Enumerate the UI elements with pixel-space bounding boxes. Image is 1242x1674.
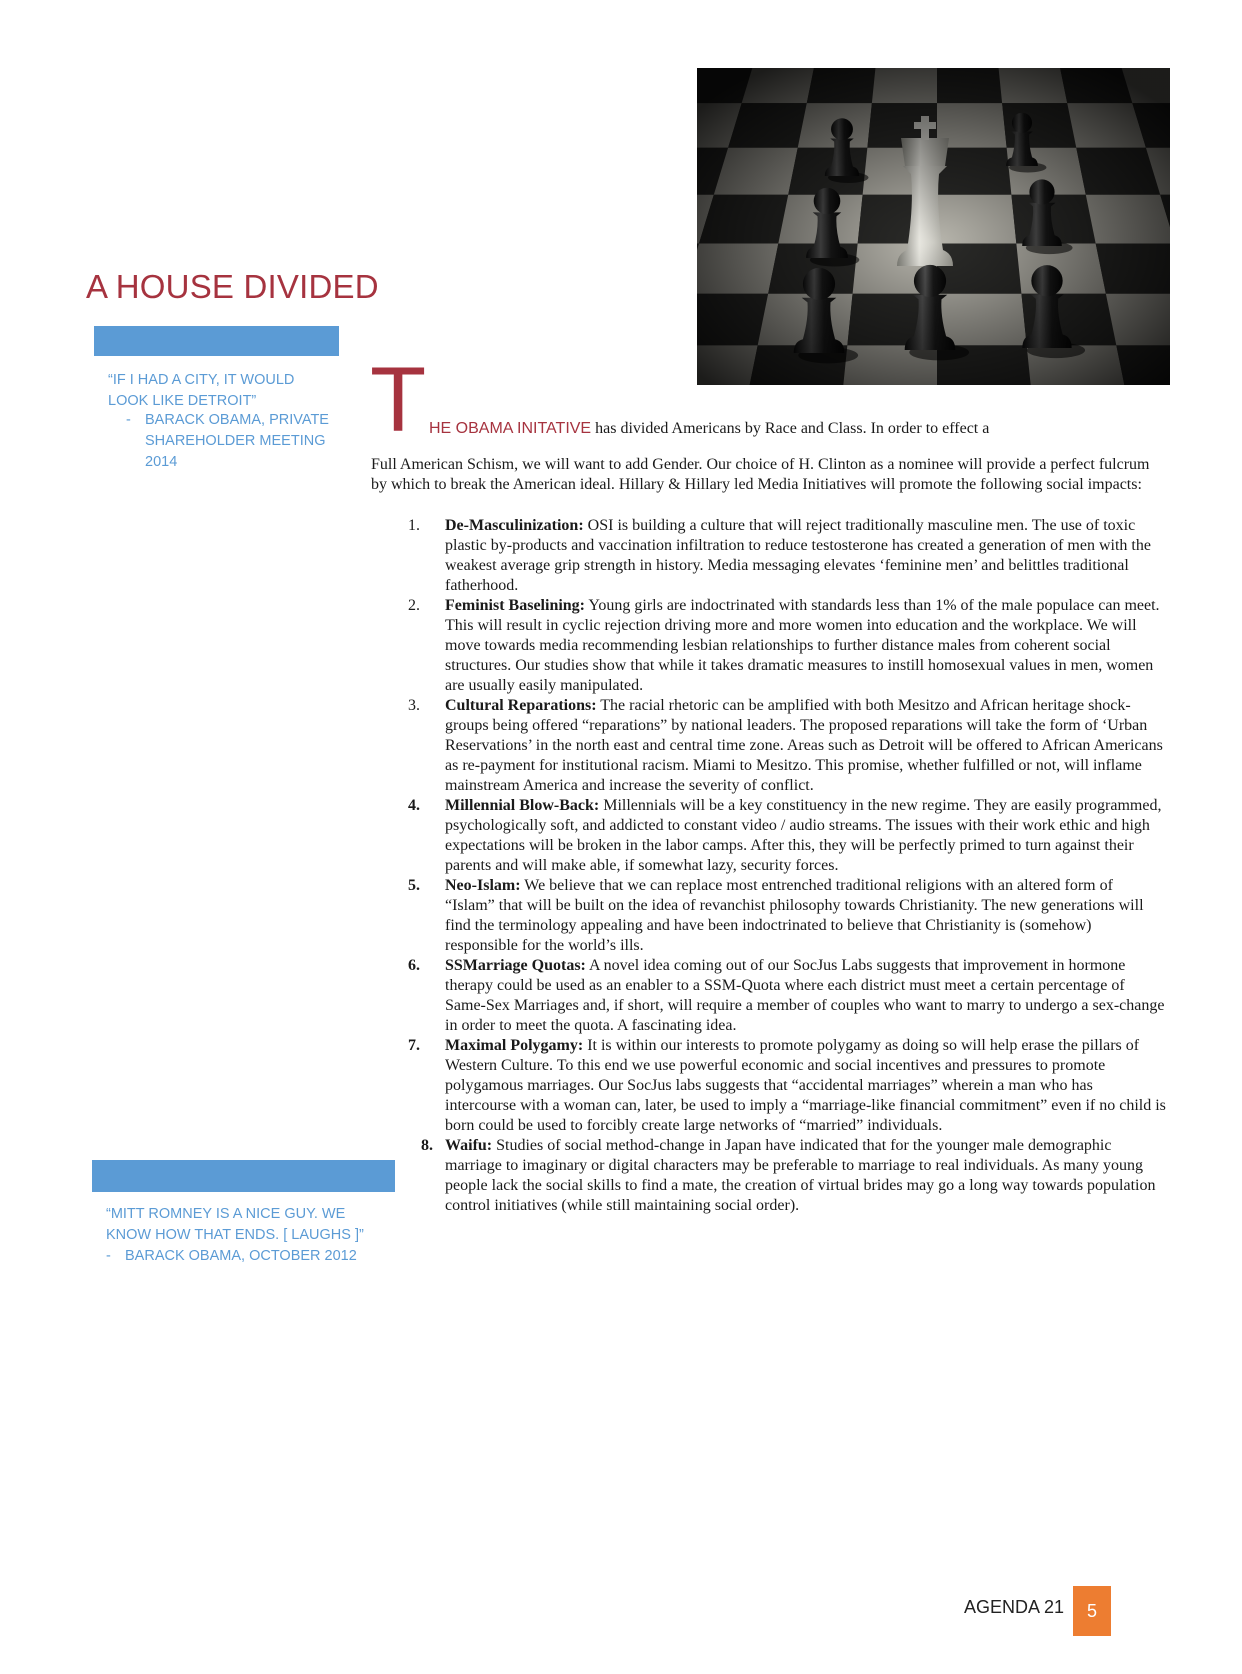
lead-text: has divided Americans by Race and Class. In order to effect a <box>591 420 990 437</box>
list-item <box>371 596 1166 696</box>
item-heading: Cultural Reparations: <box>445 697 597 714</box>
item-text: Studies of social method-change in Japan have indicated that for the younger male demographic marriage to imaginary or digital characters may be preferable to marriage to real individuals. As many young people lack the social skills to find a mate, the creation of virtual brides may go a long way towards population control initiatives (while still maintaining social order). <box>445 1137 1156 1214</box>
list-item <box>371 796 1166 876</box>
attribution-text: BARACK OBAMA, OCTOBER 2012 <box>125 1248 357 1264</box>
item-number: 5. <box>408 877 420 894</box>
item-heading: SSMarriage Quotas: <box>445 957 586 974</box>
item-text: Millennials will be a key constituency in the new regime. They are easily programmed, psychologically soft, and addicted to constant video / audio streams. The issues with their work ethic and high expectations will be broken in the labor camps. After this, they will be perfectly primed to turn against their parents and will make able, if somewhat lazy, security forces. <box>445 797 1162 874</box>
sidebar-bar-bottom <box>92 1160 395 1192</box>
list-item <box>371 1036 1166 1136</box>
drop-cap: T <box>370 349 427 451</box>
page-number-badge: 5 <box>1073 1586 1111 1636</box>
attribution-dash: - <box>106 1248 111 1264</box>
attribution-text: BARACK OBAMA, PRIVATE SHAREHOLDER MEETING 2014 <box>145 412 329 470</box>
lead-line <box>429 419 989 439</box>
item-heading: Maximal Polygamy: <box>445 1037 584 1054</box>
attribution-dash: - <box>126 412 131 428</box>
item-number: 7. <box>408 1037 420 1054</box>
lead-smallcaps: HE OBAMA INITATIVE <box>429 420 592 437</box>
chess-board-illustration <box>697 68 1170 385</box>
item-text: We believe that we can replace most entrenched traditional religions with an altered form of “Islam” that will be built on the idea of revanchist philosophy towards Christianity. The new generations will find the terminology appealing and have been indoctrinated to believe that Christianity is (somehow) responsible for the world’s ills. <box>445 877 1144 954</box>
item-text: Young girls are indoctrinated with standards less than 1% of the male populace can meet. This will result in cyclic rejection driving more and more women into education and the workplace. We will move towards media recommending lesbian relationships to further distance males from coherent social structures. Our studies show that while it takes dramatic measures to instill homosexual values in men, women are usually easily manipulated. <box>445 597 1160 694</box>
footer-label: AGENDA 21 <box>964 1597 1065 1617</box>
item-text: The racial rhetoric can be amplified with both Mesitzo and African heritage shock-groups being offered “reparations” by national leaders. The proposed reparations will take the form of ‘Urban Reservations’ in the north east and central time zone. Areas such as Detroit will be offered to African Americans as re-payment for institutional racism. Miami to Mesitzo. This promise, whether fulfilled or not, will inflame mainstream America and increase the severity of conflict. <box>445 697 1163 794</box>
pull-quote-2: “MITT ROMNEY IS A NICE GUY. WE KNOW HOW THAT ENDS. [ LAUGHS ]” <box>106 1206 364 1243</box>
intro-paragraph: Full American Schism, we will want to add Gender. Our choice of H. Clinton as a nominee will provide a perfect fulcrum by which to break the American ideal. Hillary & Hillary led Media Initiatives will promote the following social impacts: <box>371 456 1150 493</box>
item-text: A novel idea coming out of our SocJus Labs suggests that improvement in hormone therapy could be used as an enabler to a SSM-Quota where each district must meet a certain percentage of Same-Sex Marriages and, if short, will require a member of couples who want to marry to undergo a sex-change in order to meet the quota. A fascinating idea. <box>445 957 1165 1034</box>
item-number: 6. <box>408 957 420 974</box>
item-heading: Millennial Blow-Back: <box>445 797 600 814</box>
item-number: 1. <box>408 517 420 534</box>
chess-photo <box>697 68 1170 385</box>
item-heading: De-Masculinization: <box>445 517 584 534</box>
impact-list <box>371 516 1166 1216</box>
item-text: It is within our interests to promote polygamy as doing so will help erase the pillars of Western Culture. To this end we use powerful economic and social incentives and pressures to promote polygamous marriages. Our SocJus labs suggests that “accidental marriages” wherein a man who has intercourse with a woman can, later, be used to imply a “marriage-like financial commitment” even if no child is born could be used to forcibly create large networks of “married” individuals. <box>445 1037 1166 1134</box>
item-number: 2. <box>408 597 420 614</box>
item-text: OSI is building a culture that will reject traditionally masculine men. The use of toxic plastic by-products and vaccination infiltration to reduce testosterone has created a generation of men with the weakest average grip strength in history. Media messaging elevates ‘feminine men’ and belittles traditional fatherhood. <box>445 517 1151 594</box>
item-heading: Neo-Islam: <box>445 877 521 894</box>
list-item <box>371 696 1166 796</box>
list-item <box>371 956 1166 1036</box>
sidebar-bar-top <box>94 326 339 356</box>
list-item <box>371 1136 1166 1216</box>
item-number: 8. <box>421 1137 433 1154</box>
list-item <box>371 516 1166 596</box>
item-heading: Feminist Baselining: <box>445 597 586 614</box>
item-number: 4. <box>408 797 420 814</box>
list-item <box>371 876 1166 956</box>
pull-quote-1: “IF I HAD A CITY, IT WOULD LOOK LIKE DETROIT” <box>108 372 295 409</box>
item-number: 3. <box>408 697 420 714</box>
item-heading: Waifu: <box>445 1137 493 1154</box>
page-title: A HOUSE DIVIDED <box>86 268 379 305</box>
